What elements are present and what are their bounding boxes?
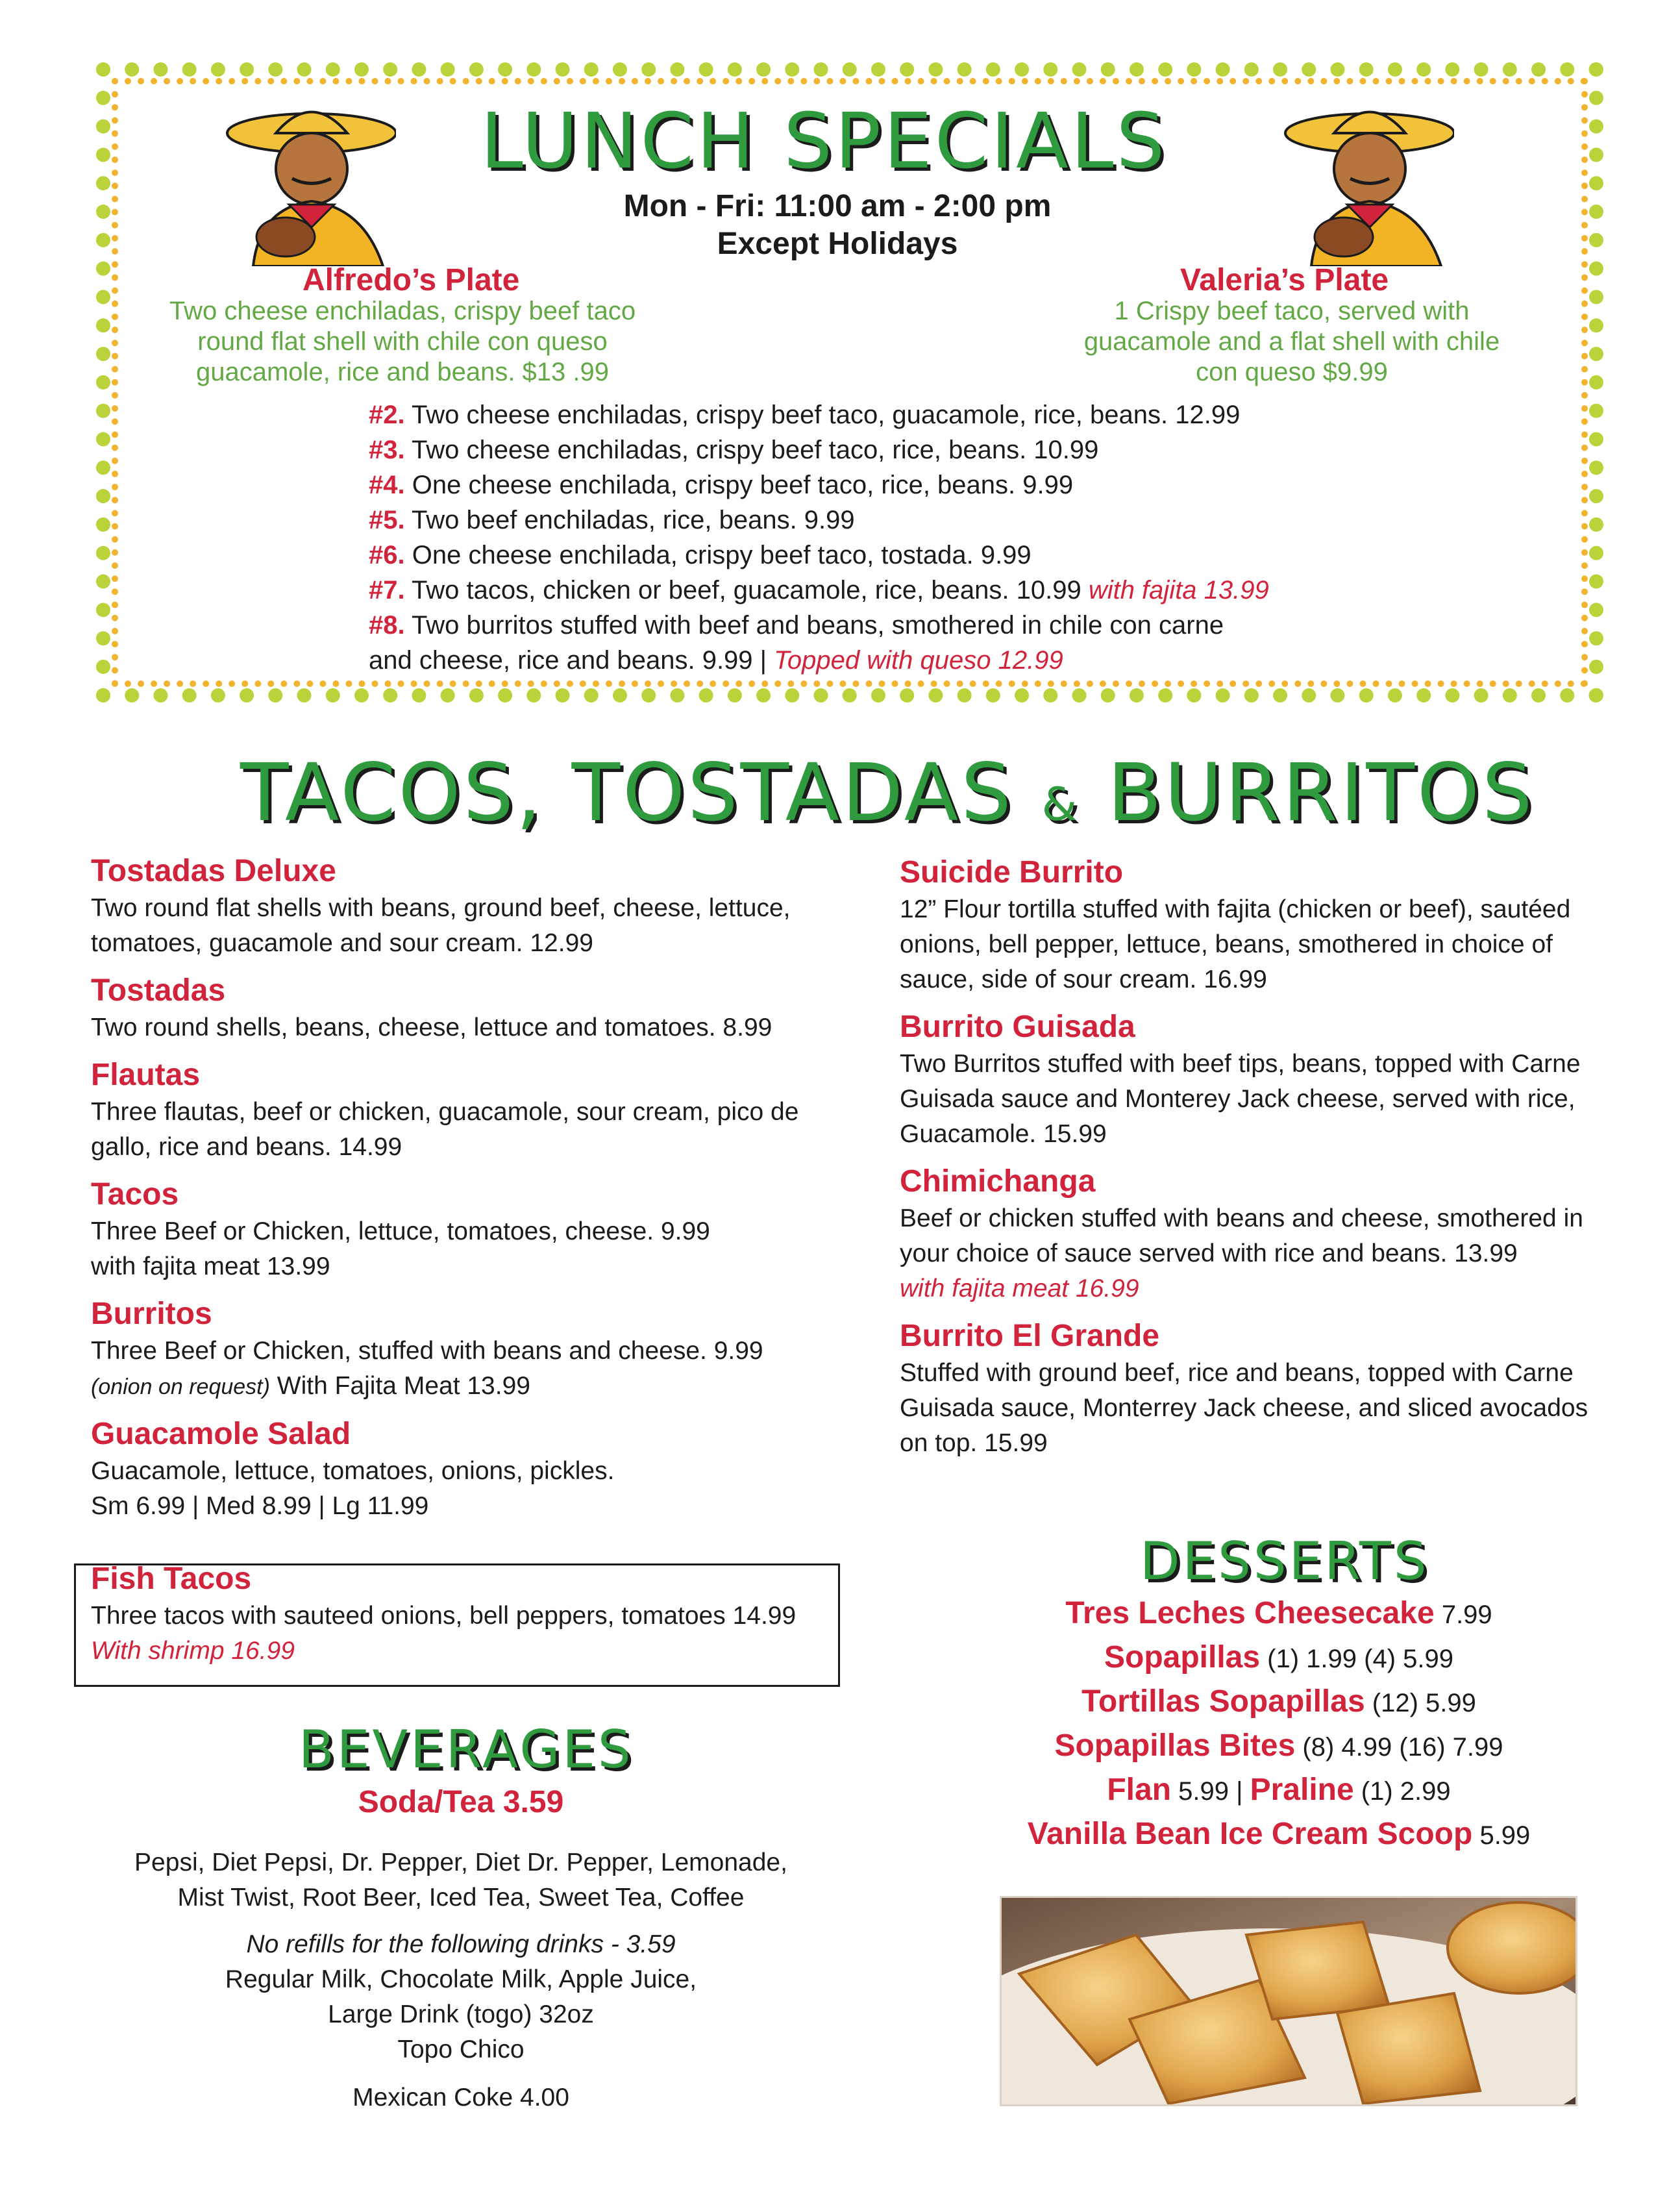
lunch-except-holidays: Except Holidays	[717, 227, 958, 261]
lunch-item	[369, 467, 1269, 503]
item-title: Burrito El Grande	[900, 1319, 1160, 1353]
item-title: Burrito Guisada	[900, 1010, 1135, 1044]
item-title: Tacos	[91, 1177, 179, 1212]
beverages-title: BEVERAGES	[299, 1719, 634, 1780]
item-title: Fish Tacos	[91, 1562, 252, 1596]
lunch-item	[369, 608, 1269, 643]
item-description: Two round flat shells with beans, ground beef, cheese, lettuce,	[91, 894, 791, 922]
item-number: #7.	[369, 576, 405, 604]
alfredos-plate-description	[130, 296, 675, 388]
item-description: Two Burritos stuffed with beef tips, beans, topped with Carne	[900, 1050, 1581, 1078]
dessert-price: (8) 4.99 (16) 7.99	[1295, 1733, 1503, 1762]
menu-item-tostadas-deluxe	[91, 852, 798, 961]
plate-line: round flat shell with chile con queso	[197, 327, 608, 356]
dessert-price: 5.99	[1472, 1821, 1531, 1850]
lunch-item	[369, 573, 1269, 608]
item-text: Two tacos, chicken or beef, guacamole, rice, beans. 10.99	[404, 576, 1089, 604]
item-text: One cheese enchilada, crispy beef taco, rice, beans. 9.99	[404, 471, 1074, 499]
menu-item-burrito-guisada	[900, 1008, 1588, 1152]
lunch-item	[369, 503, 1269, 538]
dessert-name: Vanilla Bean Ice Cream Scoop	[1027, 1817, 1473, 1851]
menu-item-suicide-burrito	[900, 853, 1588, 997]
dessert-item	[935, 1592, 1623, 1636]
beverage-list-line: Pepsi, Diet Pepsi, Dr. Pepper, Diet Dr. Pepper, Lemonade,	[134, 1849, 787, 1876]
lunch-combo-list	[369, 397, 1269, 678]
item-number: #3.	[369, 436, 405, 464]
lunch-hours: Mon - Fri: 11:00 am - 2:00 pm	[623, 189, 1052, 223]
title-part: TACOS, TOSTADAS	[240, 747, 1042, 839]
item-text: Two cheese enchiladas, crispy beef taco, guacamole, rice, beans. 12.99	[404, 401, 1241, 429]
no-refills-note: No refills for the following drinks - 3.59	[246, 1930, 676, 1958]
item-description: Guacamole, lettuce, tomatoes, onions, pickles.	[91, 1457, 615, 1485]
desserts-list	[935, 1592, 1623, 1857]
item-description: onions, bell pepper, lettuce, beans, smothered in choice of	[900, 930, 1553, 958]
alfredos-plate-title: Alfredo’s Plate	[303, 263, 520, 297]
plate-line: guacamole and a flat shell with chile	[1083, 327, 1500, 356]
item-note-small: (onion on request)	[91, 1375, 270, 1399]
item-description: sauce, side of sour cream. 16.99	[900, 965, 1267, 993]
item-title: Tostadas	[91, 973, 226, 1008]
item-description: tomatoes, guacamole and sour cream. 12.99	[91, 929, 593, 957]
item-text: and cheese, rice and beans. 9.99 |	[369, 646, 774, 675]
item-title: Suicide Burrito	[900, 855, 1124, 890]
soda-tea-price: Soda/Tea 3.59	[358, 1785, 564, 1819]
dessert-name: Praline	[1250, 1773, 1354, 1807]
item-description: Beef or chicken stuffed with beans and cheese, smothered in	[900, 1204, 1583, 1232]
item-description	[91, 1369, 798, 1404]
dessert-price: 5.99 |	[1171, 1777, 1250, 1806]
item-description: on top. 15.99	[900, 1429, 1048, 1457]
item-description: Two round shells, beans, cheese, lettuce and tomatoes. 8.99	[91, 1014, 772, 1041]
item-description: Three flautas, beef or chicken, guacamole, sour cream, pico de	[91, 1098, 799, 1126]
menu-left-column	[91, 852, 798, 1524]
dessert-name: Tres Leches Cheesecake	[1065, 1596, 1435, 1630]
item-number: #5.	[369, 506, 405, 534]
item-text: One cheese enchilada, crispy beef taco, tostada. 9.99	[404, 541, 1031, 569]
dessert-price: (1) 1.99 (4) 5.99	[1260, 1645, 1453, 1673]
title-part: BURRITOS	[1080, 747, 1535, 839]
valerias-plate-title: Valeria’s Plate	[1180, 263, 1389, 297]
item-description: Guisada sauce, Monterrey Jack cheese, and sliced avocados	[900, 1394, 1588, 1422]
dessert-name: Flan	[1107, 1773, 1172, 1807]
item-text: Two beef enchiladas, rice, beans. 9.99	[404, 506, 855, 534]
mexican-coke-price: Mexican Coke 4.00	[352, 2084, 569, 2111]
item-description: Guisada sauce and Monterey Jack cheese, served with rice,	[900, 1085, 1575, 1113]
menu-item-chimichanga	[900, 1162, 1588, 1306]
lunch-item	[369, 397, 1269, 432]
item-note: With shrimp 16.99	[91, 1637, 295, 1665]
dessert-name: Tortillas Sopapillas	[1081, 1684, 1365, 1719]
item-description: gallo, rice and beans. 14.99	[91, 1133, 402, 1161]
item-extra: with fajita 13.99	[1088, 576, 1269, 604]
dessert-price: (12) 5.99	[1365, 1689, 1476, 1717]
menu-item-fish-tacos	[91, 1560, 796, 1669]
item-description: your choice of sauce served with rice and beans. 13.99	[900, 1239, 1518, 1267]
item-text: Two burritos stuffed with beef and beans, smothered in chile con carne	[404, 611, 1224, 640]
dessert-item	[935, 1725, 1623, 1769]
item-title: Burritos	[91, 1297, 212, 1331]
tacos-section-title	[240, 747, 1535, 839]
sopapillas-photo	[1000, 1896, 1577, 2106]
lunch-specials-title: LUNCH SPECIALS	[480, 96, 1168, 186]
item-note: with fajita meat 16.99	[900, 1275, 1139, 1302]
item-title: Tostadas Deluxe	[91, 854, 336, 888]
menu-item-flautas	[91, 1056, 798, 1165]
lunch-item-continuation	[369, 643, 1269, 678]
plate-line: 1 Crispy beef taco, served with	[1114, 297, 1470, 325]
dessert-item	[935, 1636, 1623, 1680]
item-text: Two cheese enchiladas, crispy beef taco, rice, beans. 10.99	[404, 436, 1099, 464]
title-ampersand: &	[1041, 778, 1080, 831]
lunch-item	[369, 538, 1269, 573]
dessert-price: 7.99	[1434, 1600, 1492, 1629]
item-number: #4.	[369, 471, 405, 499]
item-number: #6.	[369, 541, 405, 569]
beverage-list-line: Large Drink (togo) 32oz	[328, 2000, 594, 2028]
valerias-plate-description	[1026, 296, 1558, 388]
beverage-list-line: Mist Twist, Root Beer, Iced Tea, Sweet Tea, Coffee	[177, 1884, 745, 1912]
item-description: Stuffed with ground beef, rice and beans, topped with Carne	[900, 1359, 1574, 1387]
menu-right-column	[900, 853, 1588, 1461]
item-description: Guacamole. 15.99	[900, 1120, 1107, 1148]
item-description: Sm 6.99 | Med 8.99 | Lg 11.99	[91, 1492, 429, 1520]
menu-item-burrito-el-grande	[900, 1317, 1588, 1461]
item-note: With Fajita Meat 13.99	[269, 1372, 530, 1400]
lunch-item	[369, 432, 1269, 467]
item-description: 12” Flour tortilla stuffed with fajita (chicken or beef), sautéed	[900, 895, 1571, 923]
dessert-price: (1) 2.99	[1353, 1777, 1451, 1806]
item-extra: Topped with queso 12.99	[774, 646, 1063, 675]
item-title: Chimichanga	[900, 1164, 1096, 1199]
beverage-list-line: Regular Milk, Chocolate Milk, Apple Juice,	[225, 1965, 697, 1993]
dessert-item	[935, 1680, 1623, 1725]
mascot-left-illustration	[214, 97, 396, 266]
item-title: Flautas	[91, 1058, 201, 1092]
plate-line: con queso $9.99	[1196, 358, 1388, 386]
dessert-name: Sopapillas Bites	[1054, 1728, 1296, 1763]
item-number: #2.	[369, 401, 405, 429]
plate-line: guacamole, rice and beans. $13 .99	[196, 358, 609, 386]
item-number: #8.	[369, 611, 405, 640]
menu-item-tacos	[91, 1175, 798, 1284]
dessert-item	[935, 1769, 1623, 1813]
item-description: with fajita meat 13.99	[91, 1252, 330, 1280]
menu-item-burritos	[91, 1295, 798, 1404]
desserts-title: DESSERTS	[1140, 1531, 1429, 1591]
plate-line: Two cheese enchiladas, crispy beef taco	[169, 297, 636, 325]
dessert-name: Sopapillas	[1104, 1640, 1261, 1675]
dessert-item	[935, 1813, 1623, 1857]
item-description: Three Beef or Chicken, stuffed with beans and cheese. 9.99	[91, 1337, 763, 1365]
menu-item-tostadas	[91, 971, 798, 1045]
beverage-list-line: Topo Chico	[397, 2036, 525, 2063]
item-title: Guacamole Salad	[91, 1417, 351, 1451]
item-description: Three tacos with sauteed onions, bell peppers, tomatoes 14.99	[91, 1602, 797, 1630]
menu-item-guacamole-salad	[91, 1415, 798, 1524]
beverages-list	[104, 1783, 818, 2115]
mascot-right-illustration	[1272, 97, 1454, 266]
item-description: Three Beef or Chicken, lettuce, tomatoes, cheese. 9.99	[91, 1217, 710, 1245]
